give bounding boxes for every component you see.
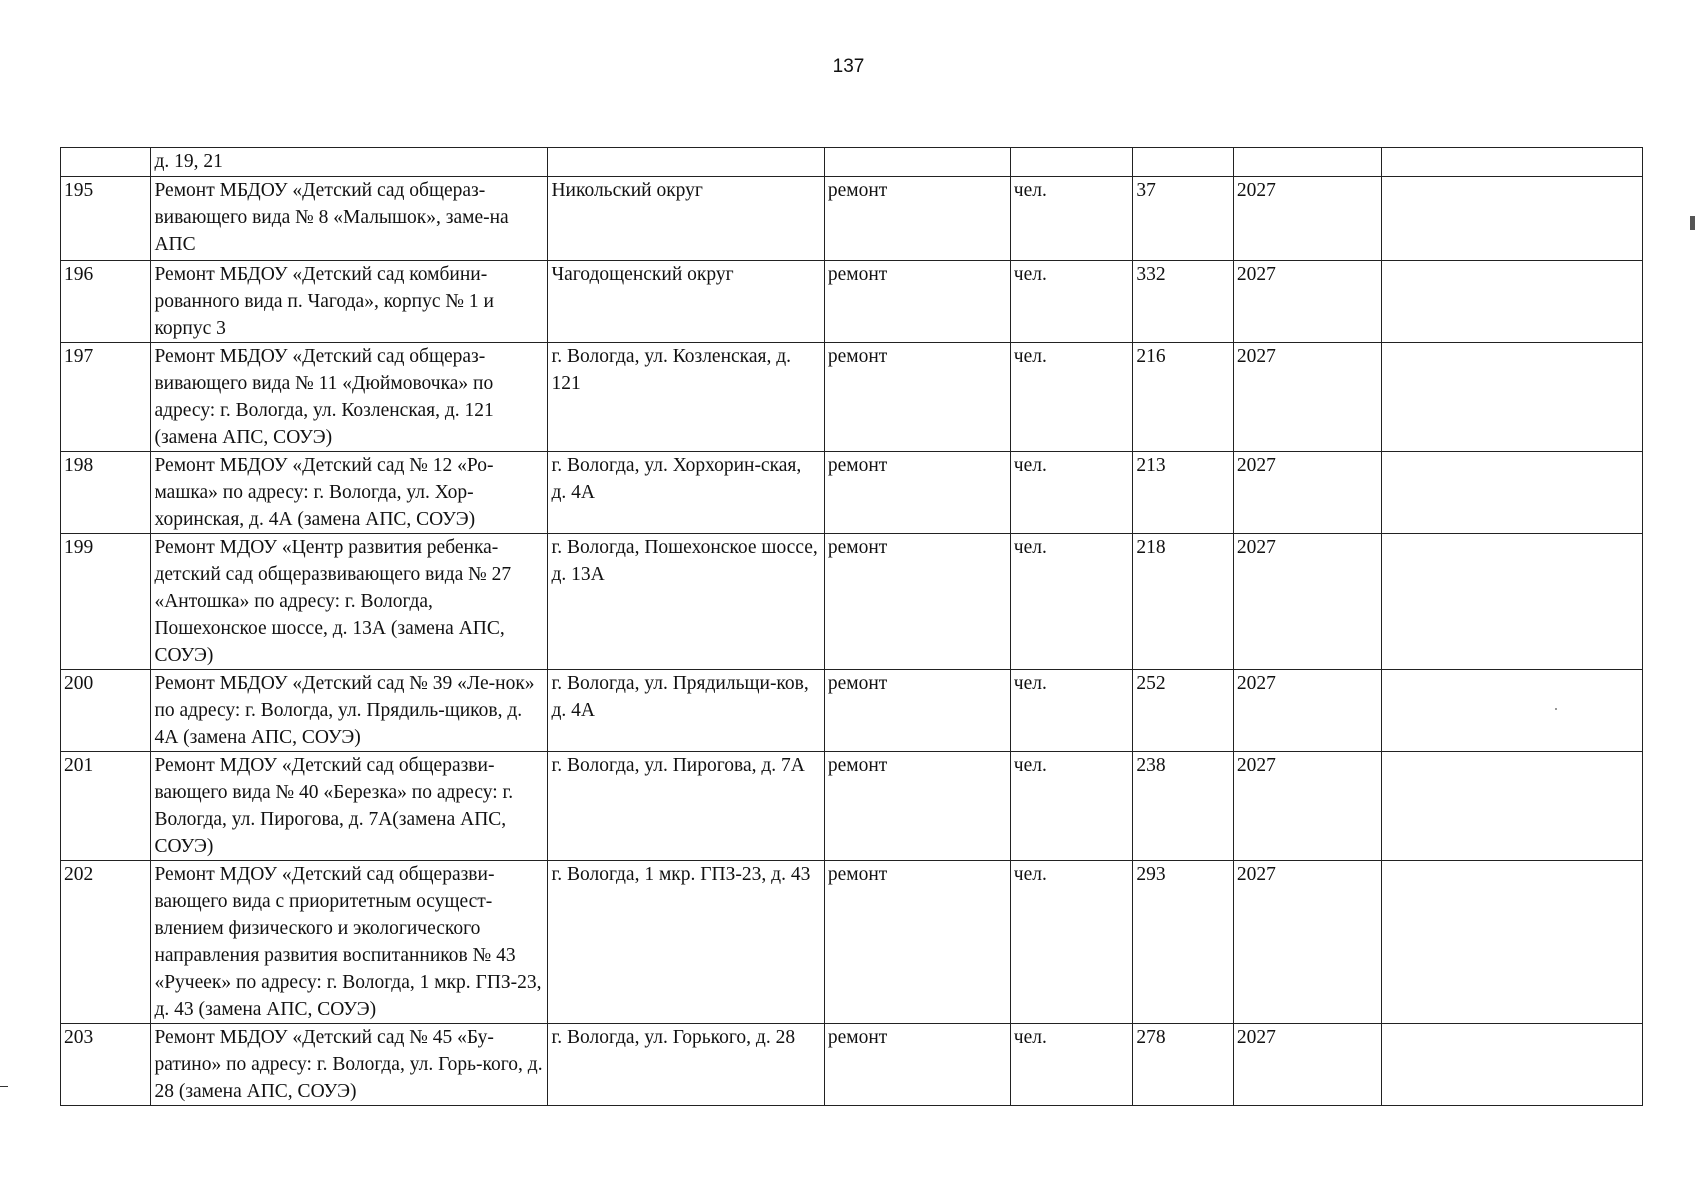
cell-unit: чел.	[1010, 752, 1133, 861]
cell-name: Ремонт МБДОУ «Детский сад общераз-вивающего вида № 8 «Малышок», заме-на АПС	[151, 177, 548, 261]
cell-type: ремонт	[824, 452, 1010, 534]
cell-year	[1233, 148, 1381, 177]
cell-name: Ремонт МБДОУ «Детский сад общераз-вивающего вида № 11 «Дюймовочка» по адресу: г. Вологда, ул. Козленская, д. 121 (замена АПС, СОУЭ)	[151, 343, 548, 452]
table-row	[61, 177, 1643, 261]
cell-type: ремонт	[824, 752, 1010, 861]
cell-year: 2027	[1233, 861, 1381, 1024]
cell-place: Чагодощенский округ	[548, 261, 824, 343]
cell-year: 2027	[1233, 452, 1381, 534]
cell-year: 2027	[1233, 261, 1381, 343]
cell-place: г. Вологда, 1 мкр. ГПЗ-23, д. 43	[548, 861, 824, 1024]
cell-value: 213	[1133, 452, 1234, 534]
cell-type	[824, 148, 1010, 177]
cell-place: г. Вологда, ул. Горького, д. 28	[548, 1024, 824, 1106]
cell-year: 2027	[1233, 343, 1381, 452]
cell-name: Ремонт МДОУ «Детский сад общеразви-вающего вида № 40 «Березка» по адресу: г. Вологда, ул. Пирогова, д. 7А(замена АПС, СОУЭ)	[151, 752, 548, 861]
cell-type: ремонт	[824, 670, 1010, 752]
cell-unit: чел.	[1010, 1024, 1133, 1106]
table-row-continuation	[61, 148, 1643, 177]
cell-extra	[1381, 752, 1642, 861]
cell-name: д. 19, 21	[151, 148, 548, 177]
cell-place: Никольский округ	[548, 177, 824, 261]
cell-place: г. Вологда, ул. Прядильщи-ков, д. 4А	[548, 670, 824, 752]
cell-type: ремонт	[824, 861, 1010, 1024]
table-row	[61, 670, 1643, 752]
cell-unit: чел.	[1010, 861, 1133, 1024]
cell-value: 216	[1133, 343, 1234, 452]
cell-place	[548, 148, 824, 177]
cell-num: 199	[61, 534, 151, 670]
cell-name: Ремонт МДОУ «Детский сад общеразви-вающего вида с приоритетным осущест-влением физического и экологического направления развития воспитанников № 43 «Ручеек» по адресу: г. Вологда, 1 мкр. ГПЗ-23, д. 43 (замена АПС, СОУЭ)	[151, 861, 548, 1024]
cell-extra	[1381, 148, 1642, 177]
cell-value: 252	[1133, 670, 1234, 752]
table-row	[61, 452, 1643, 534]
cell-extra	[1381, 452, 1642, 534]
cell-num: 196	[61, 261, 151, 343]
cell-name: Ремонт МБДОУ «Детский сад комбини-рованного вида п. Чагода», корпус № 1 и корпус 3	[151, 261, 548, 343]
cell-place: г. Вологда, ул. Пирогова, д. 7А	[548, 752, 824, 861]
cell-unit: чел.	[1010, 670, 1133, 752]
cell-value: 218	[1133, 534, 1234, 670]
cell-unit: чел.	[1010, 343, 1133, 452]
cell-num: 200	[61, 670, 151, 752]
scan-mark-right	[1690, 216, 1695, 230]
cell-type: ремонт	[824, 534, 1010, 670]
cell-num: 195	[61, 177, 151, 261]
cell-unit: чел.	[1010, 261, 1133, 343]
cell-extra	[1381, 861, 1642, 1024]
cell-type: ремонт	[824, 177, 1010, 261]
cell-unit: чел.	[1010, 177, 1133, 261]
cell-extra	[1381, 261, 1642, 343]
cell-num	[61, 148, 151, 177]
cell-value: 37	[1133, 177, 1234, 261]
cell-place: г. Вологда, ул. Козленская, д. 121	[548, 343, 824, 452]
cell-value	[1133, 148, 1234, 177]
cell-value: 278	[1133, 1024, 1234, 1106]
cell-unit: чел.	[1010, 452, 1133, 534]
cell-num: 201	[61, 752, 151, 861]
cell-num: 198	[61, 452, 151, 534]
table-row	[61, 1024, 1643, 1106]
scan-speck	[1555, 708, 1557, 710]
cell-year: 2027	[1233, 752, 1381, 861]
cell-year: 2027	[1233, 1024, 1381, 1106]
cell-value: 332	[1133, 261, 1234, 343]
cell-year: 2027	[1233, 177, 1381, 261]
cell-year: 2027	[1233, 670, 1381, 752]
cell-num: 197	[61, 343, 151, 452]
cell-type: ремонт	[824, 1024, 1010, 1106]
table-body	[61, 148, 1643, 1106]
cell-unit: чел.	[1010, 534, 1133, 670]
cell-value: 238	[1133, 752, 1234, 861]
cell-type: ремонт	[824, 261, 1010, 343]
table-row	[61, 261, 1643, 343]
cell-name: Ремонт МБДОУ «Детский сад № 39 «Ле-нок» по адресу: г. Вологда, ул. Прядиль-щиков, д. 4А (замена АПС, СОУЭ)	[151, 670, 548, 752]
cell-extra	[1381, 670, 1642, 752]
table-row	[61, 534, 1643, 670]
cell-year: 2027	[1233, 534, 1381, 670]
cell-name: Ремонт МБДОУ «Детский сад № 45 «Бу-ратино» по адресу: г. Вологда, ул. Горь-кого, д. 28 (замена АПС, СОУЭ)	[151, 1024, 548, 1106]
cell-name: Ремонт МДОУ «Центр развития ребенка-детский сад общеразвивающего вида № 27 «Антошка» по адресу: г. Вологда, Пошехонское шоссе, д. 13А (замена АПС, СОУЭ)	[151, 534, 548, 670]
program-table	[60, 147, 1643, 1106]
cell-unit	[1010, 148, 1133, 177]
cell-extra	[1381, 534, 1642, 670]
cell-name: Ремонт МБДОУ «Детский сад № 12 «Ро-машка» по адресу: г. Вологда, ул. Хор-хоринская, д. 4А (замена АПС, СОУЭ)	[151, 452, 548, 534]
cell-extra	[1381, 177, 1642, 261]
cell-extra	[1381, 1024, 1642, 1106]
cell-place: г. Вологда, Пошехонское шоссе, д. 13А	[548, 534, 824, 670]
table-row	[61, 861, 1643, 1024]
table-row	[61, 343, 1643, 452]
cell-type: ремонт	[824, 343, 1010, 452]
cell-num: 202	[61, 861, 151, 1024]
cell-value: 293	[1133, 861, 1234, 1024]
cell-extra	[1381, 343, 1642, 452]
cell-place: г. Вологда, ул. Хорхорин-ская, д. 4А	[548, 452, 824, 534]
scan-mark-left	[0, 1086, 8, 1087]
page-number: 137	[832, 56, 865, 77]
table-row	[61, 752, 1643, 861]
cell-num: 203	[61, 1024, 151, 1106]
